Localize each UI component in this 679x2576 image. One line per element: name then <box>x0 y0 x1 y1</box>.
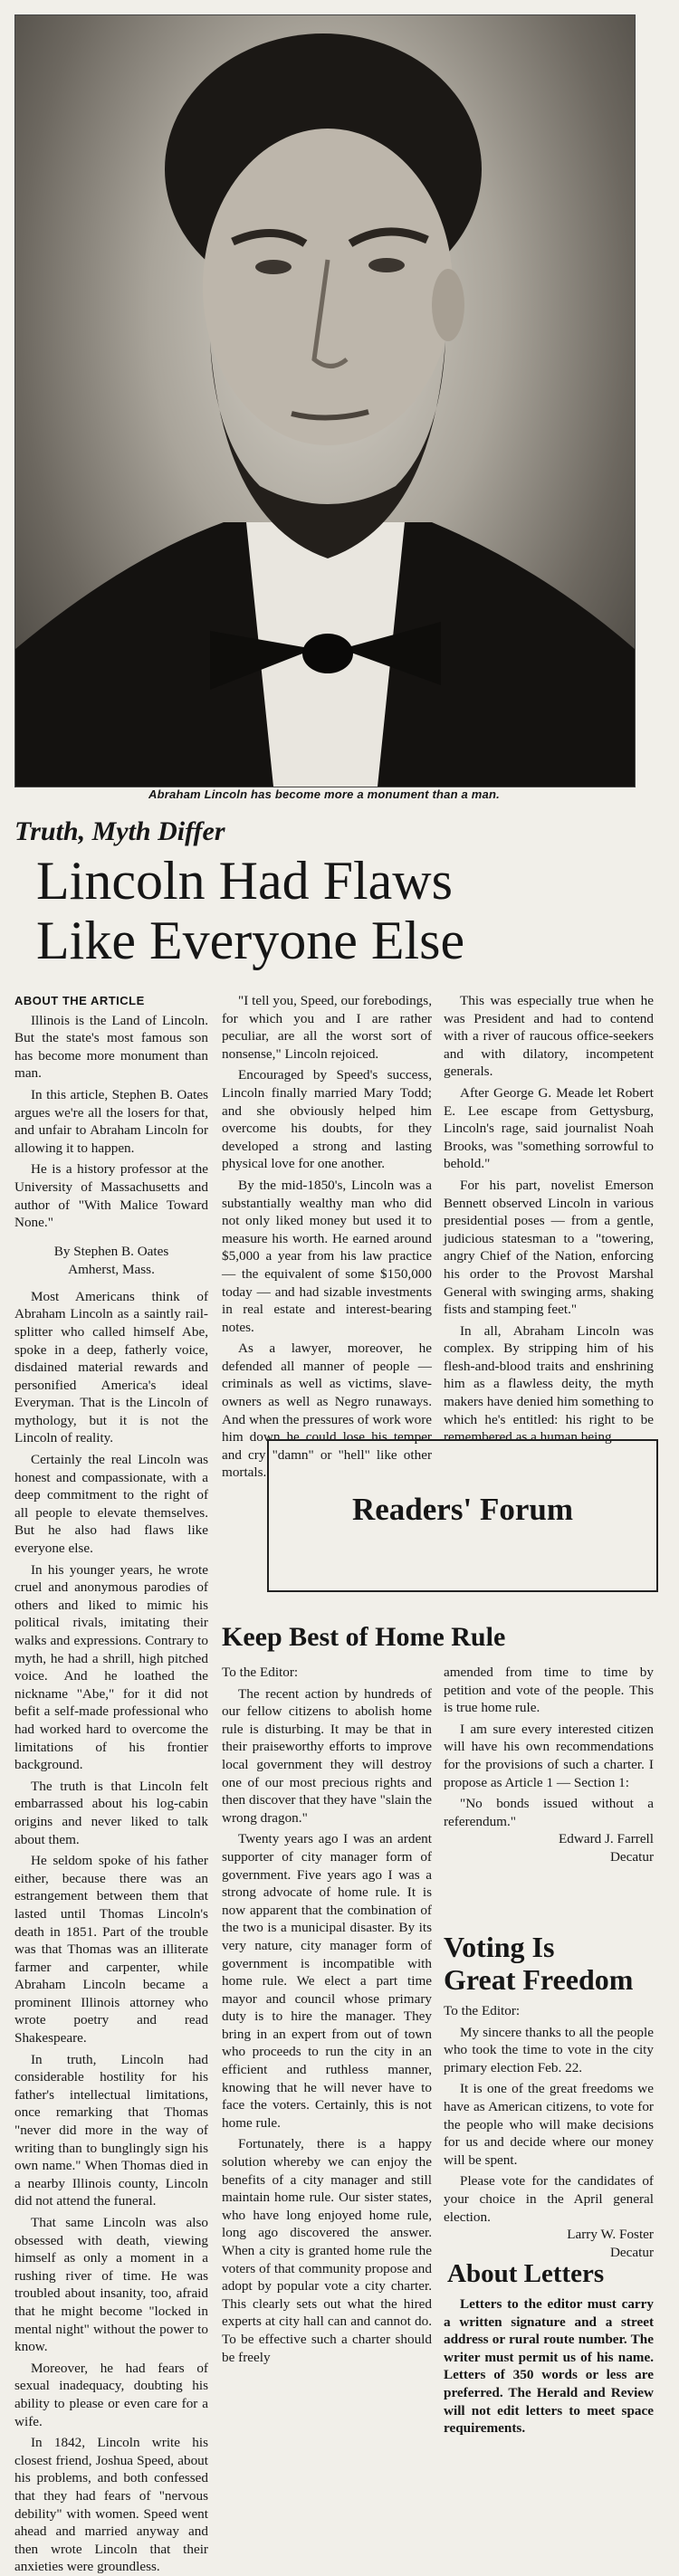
vote-salutation: To the Editor: <box>444 2003 521 2018</box>
article-column-1 <box>14 992 208 2576</box>
about-paragraph: Illinois is the Land of Lincoln. But the state's most famous son has become more monument than man. <box>14 1012 208 1082</box>
byline <box>14 1243 208 1279</box>
article-paragraph: Encouraged by Speed's success, Lincoln finally married Mary Todd; and she obviously helped him overcome his doubts, for they developed a strong and lasting physical love for one another. <box>222 1067 432 1172</box>
keep-signature-city: Decatur <box>609 1848 654 1865</box>
lincoln-portrait-illustration <box>15 15 635 787</box>
letter-paragraph: "No bonds issued without a referendum." <box>444 1796 654 1829</box>
letter-paragraph: Please vote for the candidates of your choice in the April general election. <box>444 2173 654 2225</box>
keep-salutation: To the Editor: <box>222 1665 299 1680</box>
article-column-2 <box>222 992 432 1482</box>
article-paragraph: He seldom spoke of his father either, because there was an estrangement between them that lasted until Thomas Lincoln's death in 1851. Part of the trouble was that Thomas was an illiterate farmer and carpenter, while Abraham Lincoln became a prominent Illinois attorney who wrote poetry and read Shakespeare. <box>14 1853 208 2046</box>
readers-forum-title: Readers' Forum <box>352 1492 573 1527</box>
about-letters-text: Letters to the editor must carry a written signature and a street address or rural route number. The writer must permit us of his name. Letters of 350 words or less are preferred. The Herald and Review will not edit letters to meet space requirements. <box>444 2296 654 2437</box>
letter-paragraph: amended from time to time by petition and vote of the people. This is true home rule. <box>444 1665 654 1716</box>
headline-line-1: Lincoln Had Flaws <box>36 851 453 911</box>
kicker: Truth, Myth Differ <box>14 816 225 846</box>
letter-paragraph: Fortunately, there is a happy solution whereby we can enjoy the benefits of a city manager and still maintain home rule. Our sister states, who have long enjoyed home rule, long ago discovered the answer. When a city is granted home rule the voters of that community propose and adopt by popular vote a city charter. This clearly sets out what the hired experts at city hall can and cannot do. To be effective such a charter should be freely <box>222 2136 432 2365</box>
article-paragraph: For his part, novelist Emerson Bennett observed Lincoln in various presidential poses — from a gentle, judicious statesman to a "towering, angry Chief of the Nation, enforcing his order to the Provost Marshal General with swinging arms, shaking fists and stamping feet." <box>444 1177 654 1318</box>
keep-signature: Edward J. Farrell <box>558 1831 654 1847</box>
about-paragraph: He is a history professor at the University of Massachusetts and author of "With Malice Toward None." <box>14 1161 208 1231</box>
article-paragraph: In truth, Lincoln had considerable hostility for his father's intellectual limitations, once remarking that Thomas "never did more in the way of writing than to bunglingly sign his own name." When Thomas died in a nearby Illinois county, Lincoln did not attend the funeral. <box>14 2051 208 2209</box>
headline-line-2: Like Everyone Else <box>36 911 465 970</box>
about-letters-heading: About Letters <box>447 2259 605 2288</box>
letter-paragraph: It is one of the great freedoms we have as American citizens, to vote for the people who will make decisions for us and decide where our money will be spent. <box>444 2081 654 2168</box>
article-paragraph: In all, Abraham Lincoln was complex. By stripping him of his flesh-and-blood traits and enshrining him as a flawless deity, the myth makers have denied him something to which he's entitled: his right to be remembered as a human being. <box>444 1322 654 1445</box>
article-paragraph: Most Americans think of Abraham Lincoln as a saintly rail-splitter who called himself Abe, spoke in a deep, fatherly voice, disdained material rewards and personified America's ideal Everyman. That is the Lincoln of mythology, but it is not the Lincoln of reality. <box>14 1288 208 1446</box>
article-paragraph: In his younger years, he wrote cruel and anonymous parodies of others and liked to mimic his political rivals, imitating their walks and expressions. Contrary to myth, he had a shrill, high pitched voice. And he loathed the nickname "Abe," for it did not befit a self-made professional who had worked hard to overcome the limitations of his frontier background. <box>14 1561 208 1773</box>
letter-paragraph: I am sure every interested citizen will have his own recommendations for the provisions of such a charter. I propose as Article 1 — Section 1: <box>444 1721 654 1790</box>
vote-heading-line-2: Great Freedom <box>444 1963 634 1996</box>
byline-location: Amherst, Mass. <box>68 1261 155 1277</box>
headline <box>36 851 652 970</box>
article-column-3 <box>444 992 654 1446</box>
letter-paragraph: My sincere thanks to all the people who took the time to vote in the city primary election Feb. 22. <box>444 2024 654 2075</box>
article-paragraph: After George G. Meade let Robert E. Lee escape from Gettysburg, Lincoln's rage, said journalist Noah Brooks, was "something sorrowful to behold." <box>444 1084 654 1172</box>
article-paragraph: "I tell you, Speed, our forebodings, for which you and I are rather peculiar, are all the worst sort of nonsense," Lincoln rejoiced. <box>222 993 432 1062</box>
article-paragraph: In 1842, Lincoln write his closest friend, Joshua Speed, about his problems, and both confessed that they had fears of "nervous debility" with women. Speed went ahead and married anyway and then wrote Lincoln that their anxieties were groundless. <box>14 2435 208 2575</box>
vote-signature: Larry W. Foster <box>567 2227 654 2243</box>
readers-forum-box <box>267 1439 658 1592</box>
article-paragraph: Moreover, he had fears of sexual inadequacy, doubting his ability to please or even care for a wife. <box>14 2360 208 2429</box>
vote-letter <box>444 2002 654 2261</box>
article-paragraph: Certainly the real Lincoln was honest and compassionate, with a deep commitment to the right of all people to elevate themselves. But he also had flaws like everyone else. <box>14 1452 208 1557</box>
keep-heading: Keep Best of Home Rule <box>222 1622 506 1652</box>
vote-heading-line-1: Voting Is <box>444 1931 555 1963</box>
article-paragraph: As a lawyer, moreover, he defended all manner of people — criminals as well as victims, slave-owners as well as Negro runaways. And when the pressures of work wore him down he could lose his temper and cry "damn" or "hell" like other mortals. <box>222 1340 432 1481</box>
article-paragraph: This was especially true when he was President and had to contend with a river of raucous office-seekers and with dilatory, incompetent generals. <box>444 993 654 1080</box>
vote-signature-city: Decatur <box>609 2244 654 2260</box>
article-paragraph: By the mid-1850's, Lincoln was a substantially wealthy man who did not only liked money but used it to measure his worth. He earned around $5,000 a year from his law practice — the equivalent of some $150,000 today — and had sizable investments in real estate and interest-bearing notes. <box>222 1177 432 1335</box>
about-paragraph: In this article, Stephen B. Oates argues we're all the losers for that, and unfair to Abraham Lincoln for allowing it to happen. <box>14 1086 208 1156</box>
keep-letter-left <box>222 1664 432 2366</box>
article-paragraph: The truth is that Lincoln felt embarrassed about his log-cabin origins and never liked to talk about them. <box>14 1778 208 1847</box>
keep-letter-right <box>444 1664 654 1866</box>
lincoln-portrait-photo <box>14 14 636 787</box>
vote-heading <box>444 1931 652 1996</box>
photo-caption: Abraham Lincoln has become more a monument than a man. <box>148 787 500 801</box>
article-paragraph: That same Lincoln was also obsessed with death, viewing himself as only a moment in a rushing river of time. He was troubled about insanity, too, afraid that he might become "locked in mental night" without the power to know. <box>14 2215 208 2355</box>
about-heading: ABOUT THE ARTICLE <box>14 994 145 1007</box>
byline-author: By Stephen B. Oates <box>53 1243 169 1259</box>
letter-paragraph: Twenty years ago I was an ardent supporter of city manager form of government. Five years ago I was a strong advocate of home rule. It is now apparent that the combination of the two is a municipal disaster. By its very nature, city manager form of government is incompatible with home rule. We elect a part time mayor and council whose primary duty is to hire the manager. They bring in an expert from out of town who proceeds to run the city in an efficient and ruthless manner, knowing that he will never have to face the voters. Certainly, this is not home rule. <box>222 1831 432 2131</box>
about-letters-body <box>444 2295 654 2438</box>
letter-paragraph: The recent action by hundreds of our fellow citizens to abolish home rule is disturbing. It may be that in their praiseworthy efforts to improve local government they will destroy one of our most precious rights and then discover that they have "slain the wrong dragon." <box>222 1685 432 1826</box>
